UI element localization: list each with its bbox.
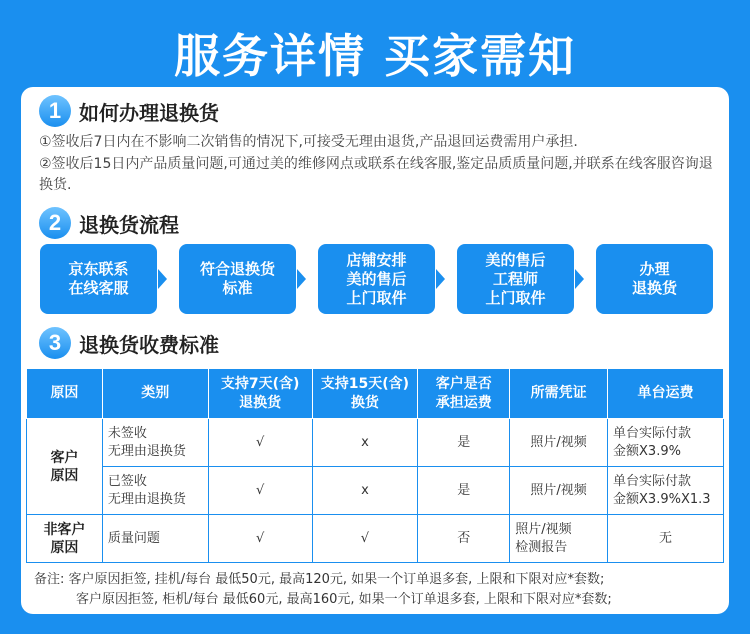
table-row xyxy=(27,467,724,515)
section1-header xyxy=(39,95,219,127)
number-1-icon: 1 xyxy=(39,95,71,127)
header-proof: 所需凭证 xyxy=(510,369,608,419)
cell-proof: 照片/视频 xyxy=(510,467,608,515)
section3-title: 退换货收费标准 xyxy=(79,332,219,357)
flow-step-process-return: 办理 退换货 xyxy=(596,244,713,314)
note-line1: 备注: 客户原因拒签, 挂机/每台 最低50元, 最高120元, 如果一个订单退多套, 上限和下限对应*套数; xyxy=(34,572,605,587)
cell-7day: √ xyxy=(208,515,312,563)
arrow-right-icon xyxy=(158,269,167,289)
service-card xyxy=(21,87,729,614)
section2-header xyxy=(39,207,179,239)
cell-proof: 照片/视频 检测报告 xyxy=(510,515,608,563)
cell-category: 质量问题 xyxy=(102,515,208,563)
number-2-icon: 2 xyxy=(39,207,71,239)
note-line2: 客户原因拒签, 柜机/每台 最低60元, 最高160元, 如果一个订单退多套, 上限和下限对应*套数; xyxy=(76,592,612,607)
header-category: 类别 xyxy=(102,369,208,419)
arrow-right-icon xyxy=(297,269,306,289)
flow-step-meet-standard: 符合退换货 标准 xyxy=(179,244,296,314)
process-flow xyxy=(40,244,712,314)
section1-line1: ①签收后7日内在不影响二次销售的情况下,可接受无理由退货,产品退回运费需用户承担. xyxy=(39,134,578,150)
reason-customer: 客户 原因 xyxy=(27,419,103,515)
cell-shipping-fee: 单台实际付款 金额X3.9%X1.3 xyxy=(608,467,724,515)
header-shipping-fee: 单台运费 xyxy=(608,369,724,419)
section2-title: 退换货流程 xyxy=(79,212,179,237)
header-7day: 支持7天(含) 退换货 xyxy=(208,369,312,419)
cell-shipping-bearer: 是 xyxy=(418,419,510,467)
flow-step-store-arrange: 店铺安排 美的售后 上门取件 xyxy=(318,244,435,314)
arrow-right-icon xyxy=(436,269,445,289)
section1-title: 如何办理退换货 xyxy=(79,100,219,125)
number-3-icon: 3 xyxy=(39,327,71,359)
arrow-right-icon xyxy=(575,269,584,289)
cell-15day: x xyxy=(312,419,418,467)
table-header-row xyxy=(27,369,724,419)
flow-step-contact-service: 京东联系 在线客服 xyxy=(40,244,157,314)
cell-shipping-bearer: 否 xyxy=(418,515,510,563)
cell-15day: √ xyxy=(312,515,418,563)
cell-category: 未签收 无理由退换货 xyxy=(102,419,208,467)
header-reason: 原因 xyxy=(27,369,103,419)
cell-shipping-fee: 无 xyxy=(608,515,724,563)
table-row xyxy=(27,419,724,467)
notes xyxy=(34,570,724,610)
cell-shipping-bearer: 是 xyxy=(418,467,510,515)
section3-header xyxy=(39,327,219,359)
flow-step-engineer-pickup: 美的售后 工程师 上门取件 xyxy=(457,244,574,314)
section1-line2: ②签收后15日内产品质量问题,可通过美的维修网点或联系在线客服,鉴定品质质量问题,并联系在线客服咨询退换货. xyxy=(39,156,713,193)
cell-7day: √ xyxy=(208,467,312,515)
cell-category: 已签收 无理由退换货 xyxy=(102,467,208,515)
page-title: 服务详情 买家需知 xyxy=(173,29,576,83)
reason-noncustomer: 非客户 原因 xyxy=(27,515,103,563)
header-15day: 支持15天(含) 换货 xyxy=(312,369,418,419)
cell-shipping-fee: 单台实际付款 金额X3.9% xyxy=(608,419,724,467)
cell-7day: √ xyxy=(208,419,312,467)
cell-15day: x xyxy=(312,467,418,515)
fee-table xyxy=(26,368,724,563)
cell-proof: 照片/视频 xyxy=(510,419,608,467)
header-shipping-bearer: 客户是否 承担运费 xyxy=(418,369,510,419)
table-row xyxy=(27,515,724,563)
